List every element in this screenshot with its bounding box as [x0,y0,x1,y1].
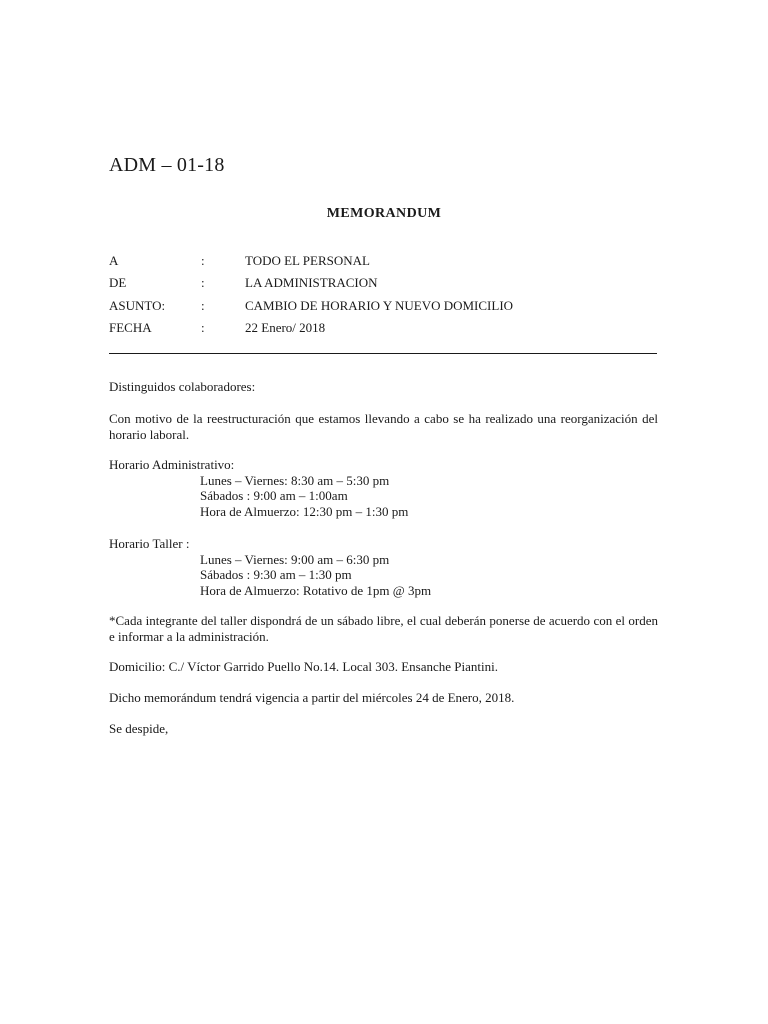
document-title: MEMORANDUM [326,206,442,221]
taller-schedule-heading: Horario Taller : [109,536,190,551]
greeting: Distinguidos colaboradores: [109,379,256,394]
taller-schedule [109,536,658,598]
closing-line: Se despide, [109,721,169,736]
header-divider [109,353,657,354]
validity-line: Dicho memorándum tendrá vigencia a partir del miércoles 24 de Enero, 2018. [109,690,515,705]
header-value: TODO EL PERSONAL [245,253,370,268]
schedule-line: Lunes – Viernes: 9:00 am – 6:30 pm [200,551,390,567]
schedule-line: Sábados : 9:00 am – 1:00am [200,488,348,504]
schedule-line: Hora de Almuerzo: 12:30 pm – 1:30 pm [200,503,409,519]
address-line: Domicilio: C./ Víctor Garrido Puello No.14. Local 303. Ensanche Piantini. [109,659,498,674]
memo-header [109,252,659,341]
admin-schedule [109,457,658,519]
header-row-to [109,252,659,274]
header-label: A [109,253,119,268]
header-separator: : [201,319,205,335]
header-separator: : [201,275,205,291]
header-label: DE [109,275,127,291]
header-row-from [109,274,659,296]
note-paragraph: *Cada integrante del taller dispondrá de un sábado libre, el cual deberán ponerse de acuerdo con el orden e informar a la administración. [109,613,658,644]
header-row-date [109,319,659,341]
schedule-line: Sábados : 9:30 am – 1:30 pm [200,567,352,583]
admin-schedule-heading: Horario Administrativo: [109,457,235,472]
header-label: FECHA [109,319,152,335]
schedule-line: Hora de Almuerzo: Rotativo de 1pm @ 3pm [200,582,432,598]
schedule-line: Lunes – Viernes: 8:30 am – 5:30 pm [200,472,390,488]
header-separator: : [201,253,205,268]
document-reference: ADM – 01-18 [109,154,225,176]
header-value: CAMBIO DE HORARIO Y NUEVO DOMICILIO [245,297,514,313]
header-separator: : [201,297,205,313]
intro-paragraph: Con motivo de la reestructuración que estamos llevando a cabo se ha realizado una reorganización del horario laboral. [109,411,658,442]
header-row-subject [109,297,659,319]
header-label: ASUNTO: [109,297,166,313]
header-value: 22 Enero/ 2018 [245,319,326,335]
header-value: LA ADMINISTRACION [245,275,378,291]
